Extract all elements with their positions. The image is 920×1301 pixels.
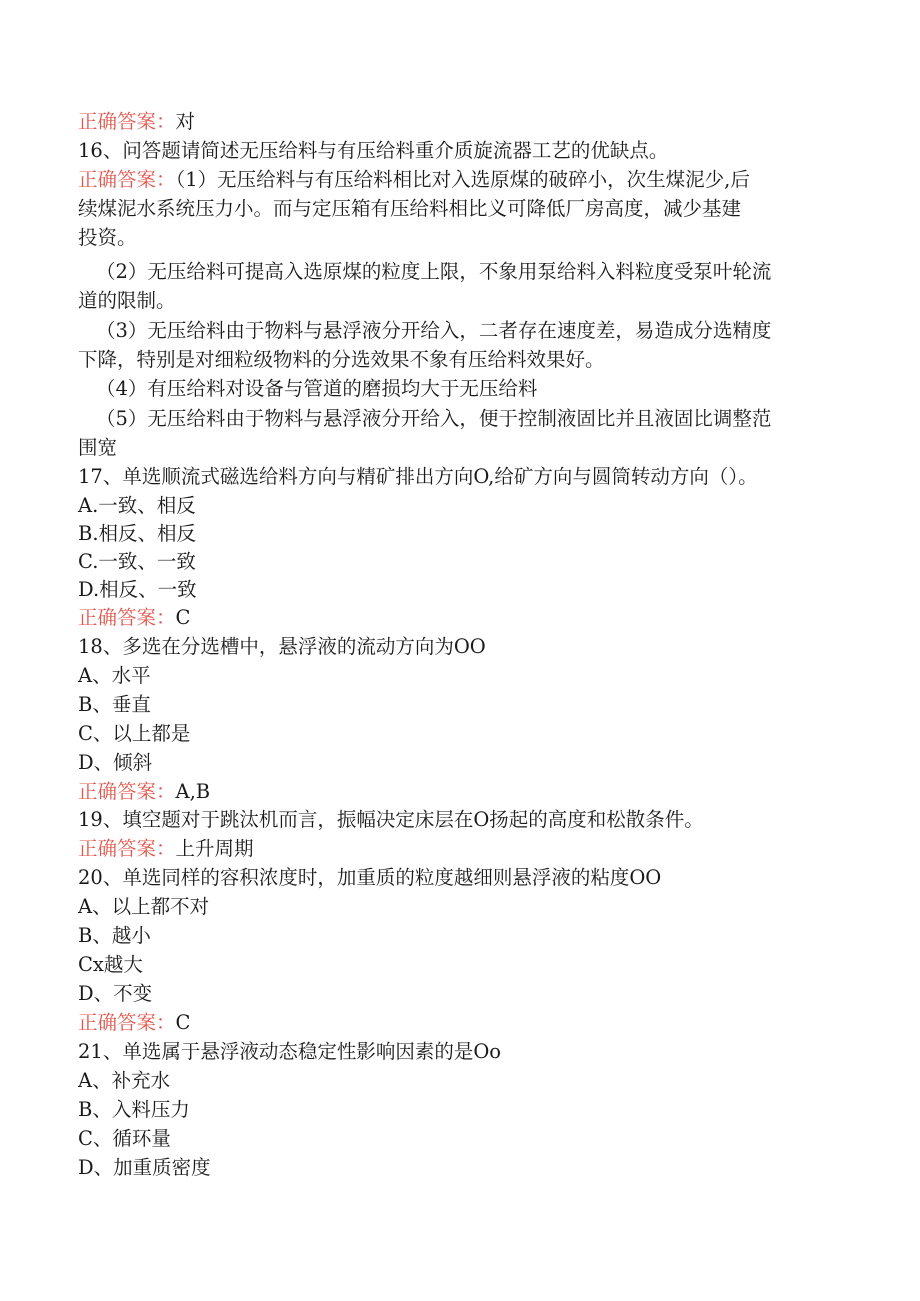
answer-line-17 xyxy=(78,603,190,632)
answer-text-line: 道的限制。 xyxy=(78,289,176,312)
answer-value: C xyxy=(175,1011,191,1034)
answer-text-line: （4）有压给料对设备与管道的磨损均大于无压给料 xyxy=(96,377,538,400)
option-c: C.一致、一致 xyxy=(78,550,196,573)
answer-line-19 xyxy=(78,834,254,863)
option-c: C、以上都是 xyxy=(78,722,191,745)
option-d: D、加重质密度 xyxy=(78,1156,211,1179)
option-d: D.相反、一致 xyxy=(78,578,197,601)
answer-text-line: （5）无压给料由于物料与悬浮液分开给入，便于控制液固比并且液固比调整范 xyxy=(96,407,772,430)
option-b: B、入料压力 xyxy=(78,1098,190,1121)
question-18: 18、多选在分选槽中，悬浮液的流动方向为OO xyxy=(78,635,486,658)
answer-text-line: （3）无压给料由于物料与悬浮液分开给入，二者存在速度差，易造成分选精度 xyxy=(96,319,772,342)
option-a: A、水平 xyxy=(78,664,151,687)
answer-value: C xyxy=(175,606,191,629)
answer-line-16 xyxy=(78,165,750,194)
question-21: 21、单选属于悬浮液动态稳定性影响因素的是Oo xyxy=(78,1040,502,1063)
question-16: 16、问答题请简述无压给料与有压给料重介质旋流器工艺的优缺点。 xyxy=(78,139,669,162)
answer-line-20 xyxy=(78,1008,190,1037)
answer-value: 上升周期 xyxy=(175,837,254,860)
answer-text-line: 投资。 xyxy=(78,226,137,249)
answer-label: 正确答案： xyxy=(78,1011,176,1034)
option-a: A、以上都不对 xyxy=(78,895,210,918)
answer-label: 正确答案： xyxy=(78,168,176,191)
question-17: 17、单选顺流式磁选给料方向与精矿排出方向O,给矿方向与圆筒转动方向（）。 xyxy=(78,465,758,488)
option-b: B、越小 xyxy=(78,924,151,947)
answer-label: 正确答案： xyxy=(78,780,176,803)
answer-line-18 xyxy=(78,777,210,806)
answer-value: 对 xyxy=(175,110,196,133)
option-c: Cx越大 xyxy=(78,953,143,976)
question-19: 19、填空题对于跳汰机而言，振幅决定床层在O扬起的高度和松散条件。 xyxy=(78,808,704,831)
answer-text-line: 下降，特别是对细粒级物料的分选效果不象有压给料效果好。 xyxy=(78,348,605,371)
answer-label: 正确答案： xyxy=(78,606,176,629)
option-d: D、倾斜 xyxy=(78,751,153,774)
answer-line-15 xyxy=(78,107,195,136)
option-a: A、补充水 xyxy=(78,1069,171,1092)
option-b: B、垂直 xyxy=(78,693,151,716)
answer-value: A,B xyxy=(175,780,211,803)
option-b: B.相反、相反 xyxy=(78,522,197,545)
answer-text-line: 续煤泥水系统压力小。而与定压箱有压给料相比义可降低厂房高度，减少基建 xyxy=(78,197,742,220)
answer-label: 正确答案： xyxy=(78,837,176,860)
answer-text: （1）无压给料与有压给料相比对入选原煤的破碎小，次生煤泥少,后 xyxy=(175,168,750,191)
question-20: 20、单选同样的容积浓度时，加重质的粒度越细则悬浮液的粘度OO xyxy=(78,866,662,889)
answer-text-line: 围宽 xyxy=(78,436,118,459)
answer-label: 正确答案： xyxy=(78,110,176,133)
option-d: D、不变 xyxy=(78,982,153,1005)
option-a: A.一致、相反 xyxy=(78,494,196,517)
option-c: C、循环量 xyxy=(78,1127,171,1150)
answer-text-line: （2）无压给料可提高入选原煤的粒度上限，不象用泵给料入料粒度受泵叶轮流 xyxy=(96,260,772,283)
